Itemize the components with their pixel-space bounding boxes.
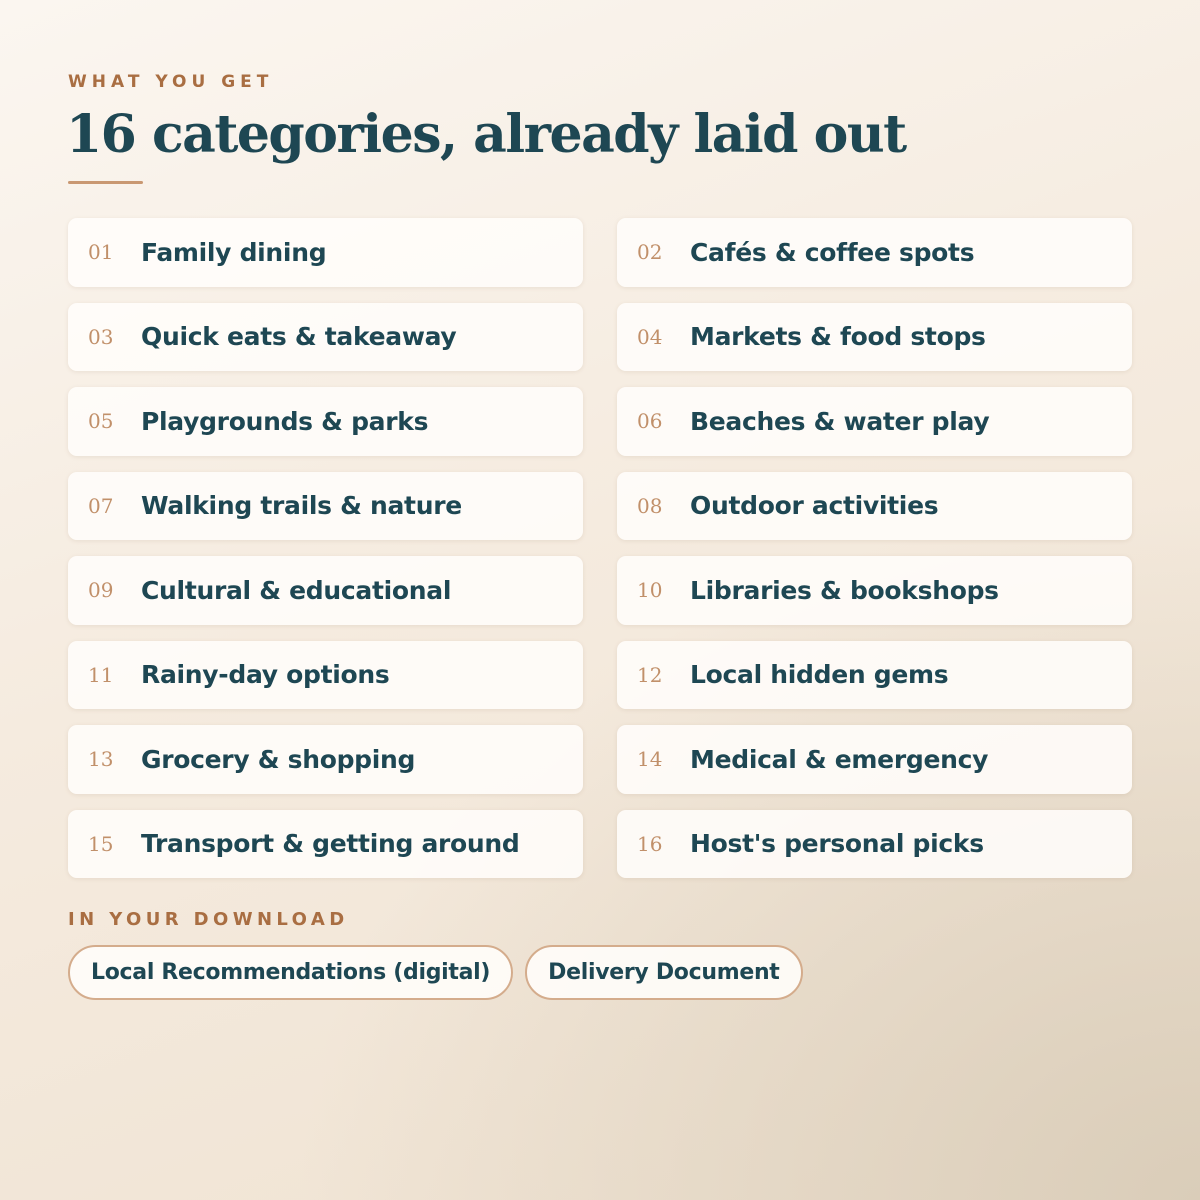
- category-card: [68, 725, 583, 794]
- category-number: 10: [637, 578, 663, 603]
- category-number: 13: [88, 747, 114, 772]
- category-label: Markets & food stops: [690, 322, 986, 352]
- category-card: [68, 387, 583, 456]
- category-label: Host's personal picks: [690, 829, 984, 859]
- category-card: [68, 556, 583, 625]
- category-number: 12: [637, 662, 663, 687]
- category-card: [617, 641, 1132, 710]
- category-card: [617, 556, 1132, 625]
- category-label: Walking trails & nature: [141, 491, 462, 521]
- category-label: Rainy-day options: [141, 660, 390, 690]
- download-item-delivery-document: Delivery Document: [525, 945, 802, 1000]
- download-list: [68, 945, 803, 1000]
- category-label: Outdoor activities: [690, 491, 939, 521]
- category-card: [68, 218, 583, 287]
- category-number: 07: [88, 493, 114, 518]
- section-eyebrow: WHAT YOU GET: [68, 72, 274, 92]
- category-number: 04: [637, 324, 663, 349]
- category-label: Grocery & shopping: [141, 744, 416, 774]
- category-grid: [68, 218, 1132, 878]
- category-number: 11: [88, 662, 114, 687]
- category-number: 15: [88, 831, 114, 856]
- category-card: [617, 387, 1132, 456]
- category-number: 14: [637, 747, 663, 772]
- category-card: [617, 472, 1132, 541]
- category-card: [68, 641, 583, 710]
- category-label: Libraries & bookshops: [690, 575, 999, 605]
- category-number: 05: [88, 409, 114, 434]
- category-number: 03: [88, 324, 114, 349]
- page-title: 16 categories, already laid out: [66, 104, 906, 165]
- category-label: Transport & getting around: [141, 829, 520, 859]
- category-number: 02: [637, 240, 663, 265]
- category-label: Beaches & water play: [690, 406, 990, 436]
- category-number: 08: [637, 493, 663, 518]
- category-number: 01: [88, 240, 114, 265]
- category-card: [68, 303, 583, 372]
- category-card: [68, 810, 583, 879]
- category-card: [617, 218, 1132, 287]
- category-card: [68, 472, 583, 541]
- category-label: Cultural & educational: [141, 575, 452, 605]
- category-label: Cafés & coffee spots: [690, 237, 975, 267]
- category-card: [617, 810, 1132, 879]
- category-label: Quick eats & takeaway: [141, 322, 457, 352]
- category-label: Medical & emergency: [690, 744, 989, 774]
- download-eyebrow: IN YOUR DOWNLOAD: [68, 909, 349, 930]
- category-number: 16: [637, 831, 663, 856]
- category-number: 09: [88, 578, 114, 603]
- category-card: [617, 303, 1132, 372]
- download-item-local-recommendations: Local Recommendations (digital): [68, 945, 513, 1000]
- title-underline: [68, 181, 143, 184]
- category-card: [617, 725, 1132, 794]
- category-label: Playgrounds & parks: [141, 406, 429, 436]
- category-number: 06: [637, 409, 663, 434]
- category-label: Local hidden gems: [690, 660, 949, 690]
- category-label: Family dining: [141, 237, 327, 267]
